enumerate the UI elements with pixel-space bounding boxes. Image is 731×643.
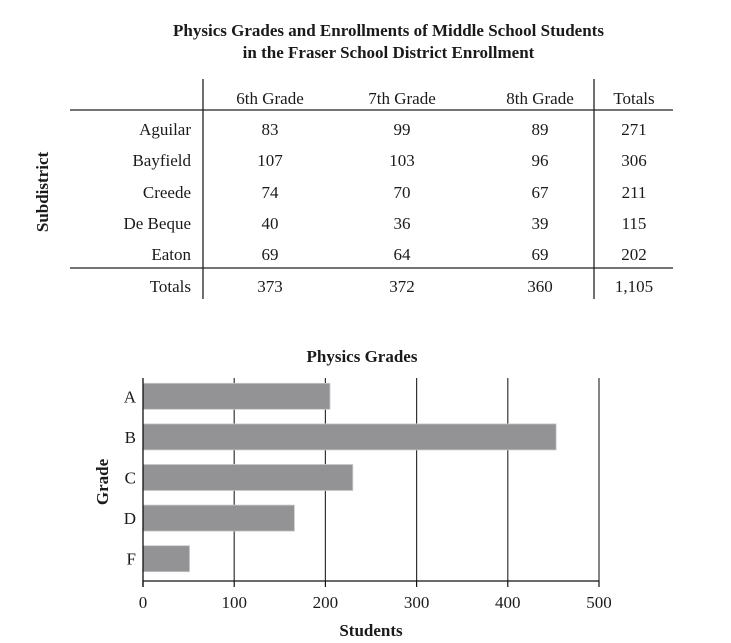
table-cell: 306 bbox=[621, 151, 647, 170]
column-header: 6th Grade bbox=[236, 89, 304, 108]
x-tick-label: 400 bbox=[495, 593, 521, 612]
x-tick-label: 0 bbox=[138, 593, 148, 612]
row-label: Totals bbox=[149, 277, 191, 296]
row-label: Eaton bbox=[151, 245, 191, 264]
subdistrict-axis-label: Subdistrict bbox=[33, 151, 52, 233]
table-cell: 74 bbox=[261, 183, 279, 202]
table-cell: 360 bbox=[527, 277, 553, 296]
table-cell: 64 bbox=[393, 245, 411, 264]
column-header: 7th Grade bbox=[368, 89, 436, 108]
axes bbox=[143, 378, 599, 587]
table-cell: 70 bbox=[393, 183, 411, 202]
table-cell: 373 bbox=[257, 277, 283, 296]
table-cell: 115 bbox=[621, 214, 647, 233]
row-label: Bayfield bbox=[132, 151, 191, 170]
tick-labels bbox=[124, 387, 612, 612]
table-row bbox=[151, 245, 646, 264]
chart-title: Physics Grades bbox=[306, 347, 418, 366]
table-row bbox=[139, 120, 647, 139]
bar-b bbox=[143, 424, 556, 450]
y-tick-label: F bbox=[126, 549, 136, 569]
table-cell: 67 bbox=[531, 183, 549, 202]
x-tick-label: 200 bbox=[312, 593, 339, 612]
row-label: Creede bbox=[142, 183, 191, 202]
row-label: Aguilar bbox=[139, 120, 191, 139]
bar-a bbox=[143, 383, 330, 409]
table-cell: 372 bbox=[389, 277, 415, 296]
table-totals-row bbox=[150, 277, 653, 296]
table-header-row bbox=[236, 89, 654, 108]
y-tick-label: B bbox=[124, 427, 136, 447]
title-line-2: in the Fraser School District Enrollment bbox=[242, 43, 535, 62]
table-row bbox=[123, 214, 646, 233]
table-cell: 103 bbox=[389, 151, 415, 170]
table-cell: 107 bbox=[257, 151, 283, 170]
table-cell: 99 bbox=[393, 120, 411, 139]
bar-c bbox=[143, 465, 353, 491]
table-cell: 271 bbox=[621, 120, 647, 139]
y-axis-label: Grade bbox=[93, 458, 112, 506]
table-row bbox=[143, 183, 647, 202]
table-cell: 39 bbox=[531, 214, 549, 233]
table-cell: 36 bbox=[393, 214, 411, 233]
bar-d bbox=[143, 505, 294, 531]
y-tick-label: D bbox=[123, 509, 136, 529]
table-cell: 83 bbox=[261, 120, 279, 139]
enrollment-table bbox=[0, 0, 731, 310]
table-row bbox=[132, 151, 646, 170]
gridlines bbox=[234, 378, 599, 581]
table-cell: 96 bbox=[531, 151, 549, 170]
table-cell: 69 bbox=[531, 245, 549, 264]
title-line-1: Physics Grades and Enrollments of Middle School Students bbox=[173, 21, 604, 40]
y-tick-label: A bbox=[123, 387, 136, 407]
row-label: De Beque bbox=[123, 214, 191, 233]
table-cell: 1,105 bbox=[614, 277, 654, 296]
x-tick-label: 300 bbox=[403, 593, 430, 612]
x-axis-label: Students bbox=[339, 621, 403, 640]
x-tick-label: 100 bbox=[221, 593, 247, 612]
column-header: Totals bbox=[613, 89, 655, 108]
y-tick-label: C bbox=[124, 468, 136, 488]
table-cell: 40 bbox=[261, 214, 279, 233]
table-cell: 211 bbox=[621, 183, 647, 202]
table-cell: 89 bbox=[531, 120, 549, 139]
column-header: 8th Grade bbox=[506, 89, 574, 108]
table-cell: 202 bbox=[621, 245, 647, 264]
table-cell: 69 bbox=[261, 245, 279, 264]
x-tick-label: 500 bbox=[586, 593, 612, 612]
bars bbox=[143, 383, 556, 571]
bar-f bbox=[143, 546, 190, 572]
